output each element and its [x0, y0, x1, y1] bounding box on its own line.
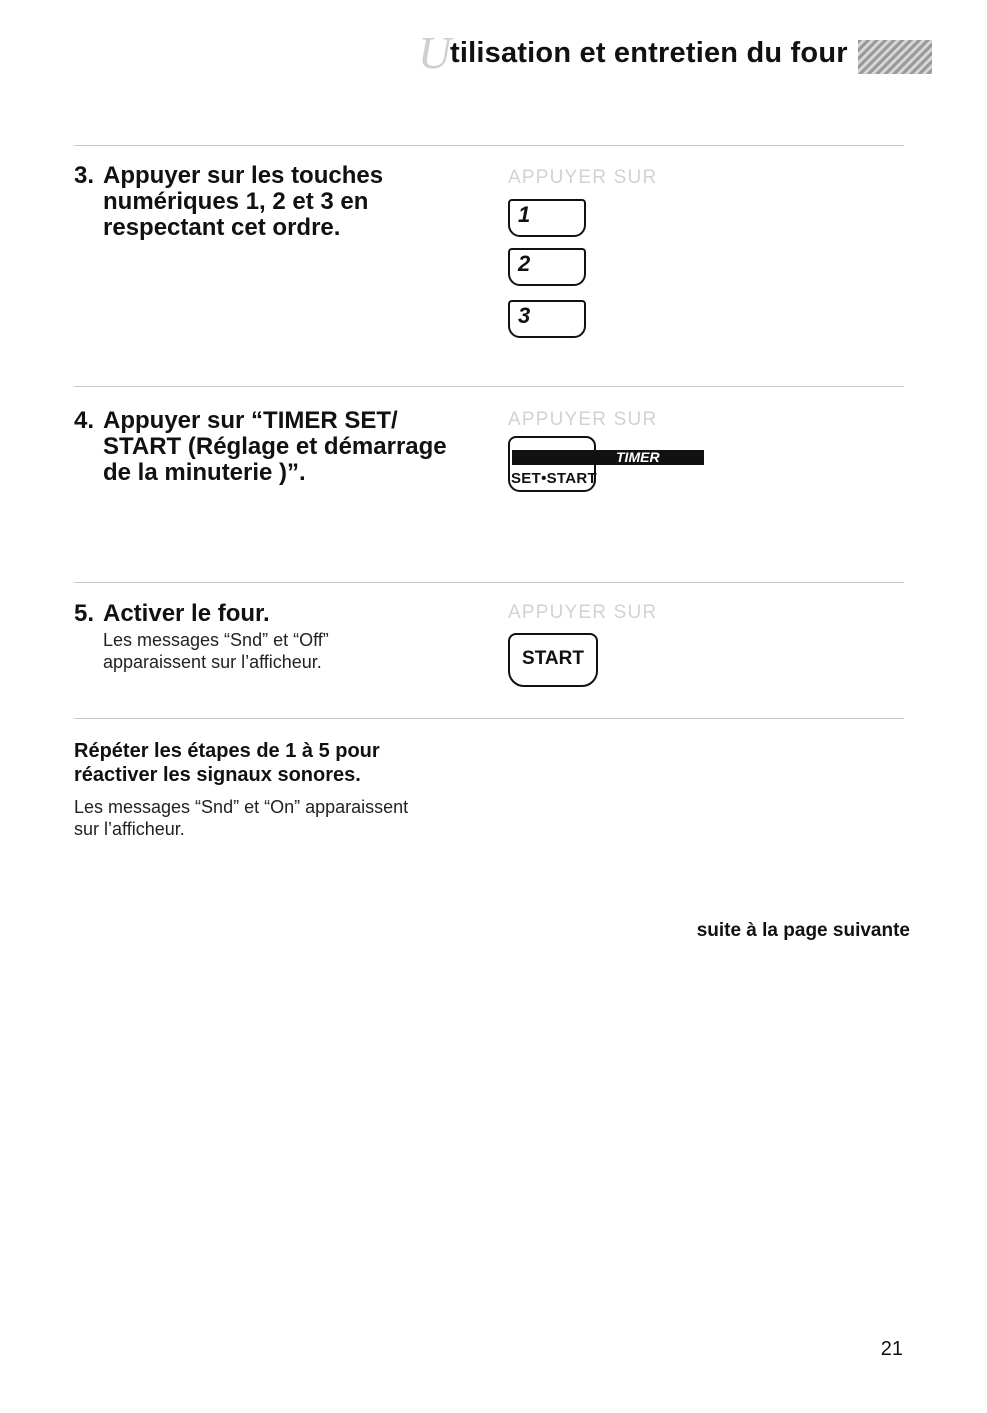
- press-label: APPUYER SUR: [508, 409, 658, 430]
- section-divider: [74, 145, 904, 146]
- step-title: Appuyer sur “TIMER SET/ START (Réglage et démarrage de la minuterie )”.: [103, 407, 447, 486]
- step-3: [74, 163, 383, 241]
- key-1-button: [508, 199, 586, 237]
- step-5: [74, 601, 270, 627]
- brand-logo-icon: [858, 40, 932, 74]
- step-number: 4.: [74, 407, 95, 434]
- step-title: Activer le four.: [103, 600, 270, 627]
- section-divider: [74, 386, 904, 387]
- key-label: 1: [518, 202, 531, 227]
- press-label: APPUYER SUR: [508, 602, 658, 623]
- key-label: 3: [518, 303, 531, 328]
- step-number: 5.: [74, 600, 95, 627]
- step-4: [74, 408, 447, 486]
- page-number: 21: [880, 1338, 903, 1360]
- repeat-body: Les messages “Snd” et “On” apparaissent sur l’afficheur.: [74, 797, 409, 839]
- step-title: Appuyer sur les touches numériques 1, 2 et 3 en respectant cet ordre.: [103, 162, 384, 241]
- section-divider: [74, 582, 904, 583]
- start-button: START: [508, 633, 598, 687]
- key-2-button: [508, 248, 586, 286]
- press-label: APPUYER SUR: [508, 167, 658, 188]
- continued-note: suite à la page suivante: [696, 920, 910, 941]
- set-start-key-label: SET•START: [511, 470, 598, 487]
- page-header: [418, 27, 848, 78]
- step-body: Les messages “Snd” et “Off” apparaissent sur l’afficheur.: [103, 630, 329, 672]
- page-title: tilisation et entretien du four: [450, 36, 848, 69]
- step-number: 3.: [74, 162, 95, 189]
- section-divider: [74, 718, 904, 719]
- timer-key-label: TIMER: [512, 450, 704, 465]
- header-drop-cap: U: [418, 27, 452, 78]
- key-3-button: [508, 300, 586, 338]
- key-label: 2: [518, 251, 531, 276]
- repeat-heading: Répéter les étapes de 1 à 5 pour réactiver les signaux sonores.: [74, 740, 380, 786]
